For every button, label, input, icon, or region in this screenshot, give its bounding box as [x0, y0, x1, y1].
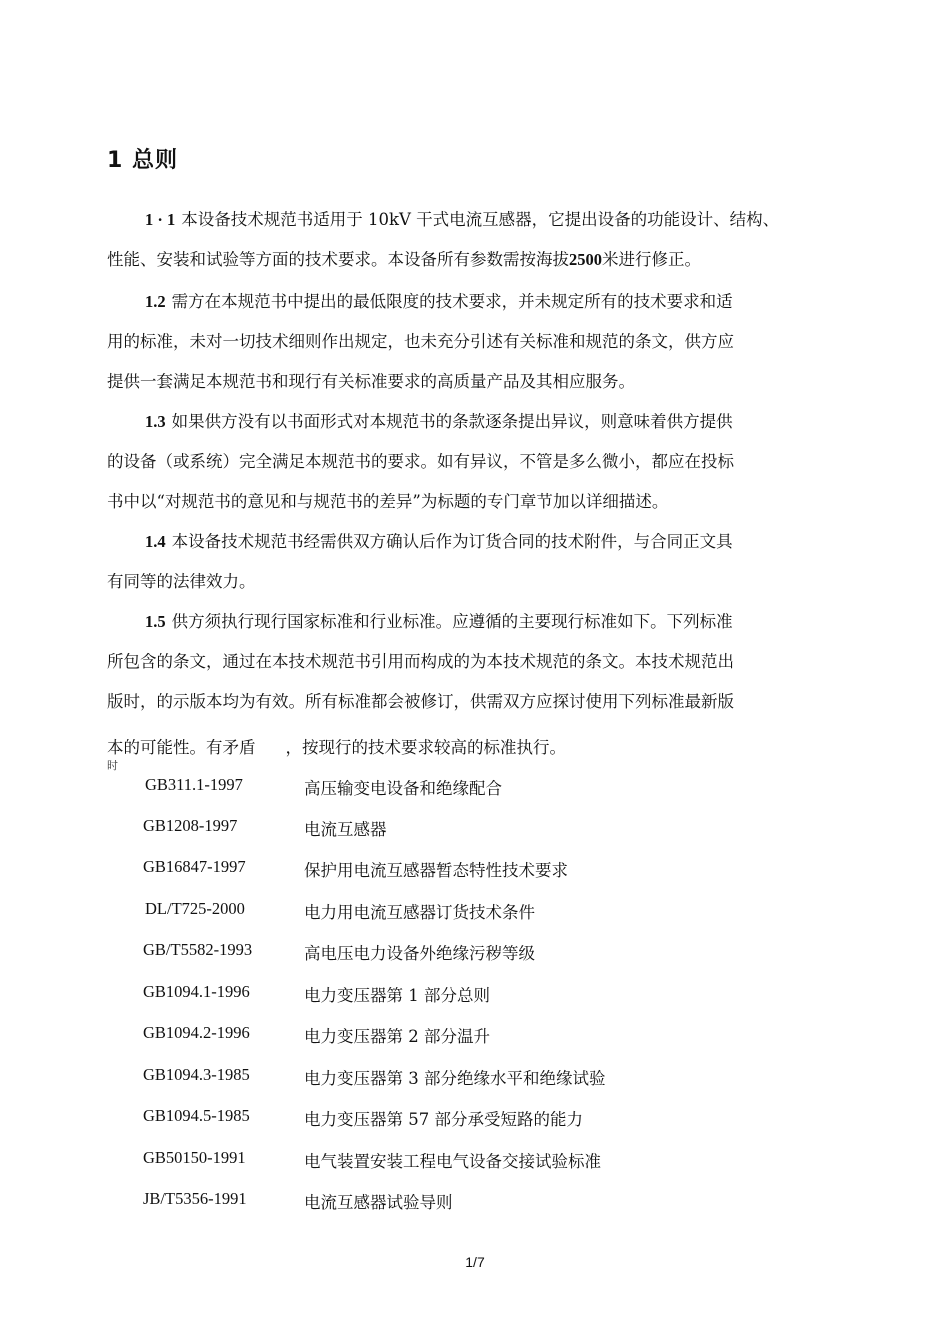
paragraph-line: 性能、安装和试验等方面的技术要求。本设备所有参数需按海拔: [107, 250, 569, 269]
standard-code: GB50150-1991: [143, 1148, 246, 1167]
paragraph-line: 需方在本规范书中提出的最低限度的技术要求，并未规定所有的技术要求和适: [171, 292, 733, 311]
standard-row: [0, 1148, 950, 1188]
paragraph-line: 版时，的示版本均为有效。所有标准都会被修订，供需双方应探讨使用下列标准最新版: [107, 692, 734, 711]
clause-number: 1.4: [145, 532, 166, 551]
standard-row: [0, 1023, 950, 1063]
standard-title: 电流互感器试验导则: [304, 1193, 453, 1212]
paragraph-line: 本设备技术规范书适用于 10kV 干式电流互感器，它提出设备的功能设计、结构、: [181, 210, 780, 229]
paragraph-line: 供方须执行现行国家标准和行业标准。应遵循的主要现行标准如下。下列标准: [171, 612, 733, 631]
standard-code: GB16847-1997: [143, 857, 246, 876]
standard-title: 电力变压器第 1 部分总则: [304, 986, 490, 1005]
standard-code: GB1094.2-1996: [143, 1023, 250, 1042]
standard-row: [0, 816, 950, 856]
paragraph-1-2: [107, 282, 852, 402]
paragraph-1-5: [107, 602, 852, 772]
standard-row: [0, 940, 950, 980]
standard-code: DL/T725-2000: [145, 899, 245, 918]
standard-code: GB311.1-1997: [145, 775, 243, 794]
paragraph-line: 书中以“对规范书的意见和与规范书的差异”为标题的专门章节加以详细描述。: [107, 492, 669, 511]
paragraph-line: 提供一套满足本规范书和现行有关标准要求的高质量产品及其相应服务。: [107, 372, 635, 391]
standard-title: 电力变压器第 2 部分温升: [304, 1027, 490, 1046]
clipped-text: 时: [107, 759, 118, 772]
paragraph-line: 有同等的法律效力。: [107, 572, 256, 591]
paragraph-line: 本的可能性。有矛盾: [107, 738, 256, 757]
standard-code: GB/T5582-1993: [143, 940, 253, 959]
paragraph-line-tail: 米进行修正。: [602, 250, 701, 269]
standard-title: 电气装置安装工程电气设备交接试验标准: [304, 1152, 601, 1171]
standard-code: GB1208-1997: [143, 816, 238, 835]
standard-row: [0, 775, 950, 815]
standard-title: 高压输变电设备和绝缘配合: [304, 779, 502, 798]
standard-row: [0, 1106, 950, 1146]
paragraph-line: 用的标准，未对一切技术细则作出规定，也未充分引述有关标准和规范的条文，供方应: [107, 332, 734, 351]
standard-code: GB1094.3-1985: [143, 1065, 250, 1084]
altitude-value: 2500: [569, 250, 602, 269]
clause-number: 1.5: [145, 612, 166, 631]
paragraph-line: 的设备（或系统）完全满足本规范书的要求。如有异议，不管是多么微小，都应在投标: [107, 452, 734, 471]
standard-row: [0, 1189, 950, 1229]
paragraph-1-1: [107, 200, 852, 280]
standard-title: 电力变压器第 3 部分绝缘水平和绝缘试验: [304, 1069, 606, 1088]
standard-row: [0, 899, 950, 939]
standard-title: 电力变压器第 57 部分承受短路的能力: [304, 1110, 583, 1129]
paragraph-1-4: [107, 522, 852, 602]
standard-title: 高电压电力设备外绝缘污秽等级: [304, 944, 535, 963]
standard-code: GB1094.5-1985: [143, 1106, 250, 1125]
section-heading: 1 总则: [107, 148, 178, 173]
paragraph-line: 如果供方没有以书面形式对本规范书的条款逐条提出异议，则意味着供方提供: [171, 412, 733, 431]
standard-code: GB1094.1-1996: [143, 982, 250, 1001]
clause-number: 1.3: [145, 412, 166, 431]
clause-number: 1.2: [145, 292, 166, 311]
paragraph-line-tail: ，按现行的技术要求较高的标准执行。: [285, 738, 566, 757]
standard-row: [0, 982, 950, 1022]
standard-row: [0, 1065, 950, 1105]
standard-row: [0, 857, 950, 897]
standard-title: 电力用电流互感器订货技术条件: [304, 903, 535, 922]
standard-code: JB/T5356-1991: [143, 1189, 247, 1208]
page-number: 1/7: [465, 1254, 485, 1270]
standard-title: 保护用电流互感器暂态特性技术要求: [304, 861, 568, 880]
paragraph-line: 本设备技术规范书经需供双方确认后作为订货合同的技术附件，与合同正文具: [171, 532, 733, 551]
paragraph-1-3: [107, 402, 852, 522]
clause-number: 1 · 1: [145, 210, 176, 229]
paragraph-line: 所包含的条文，通过在本技术规范书引用而构成的为本技术规范的条文。本技术规范出: [107, 652, 734, 671]
standard-title: 电流互感器: [304, 820, 387, 839]
